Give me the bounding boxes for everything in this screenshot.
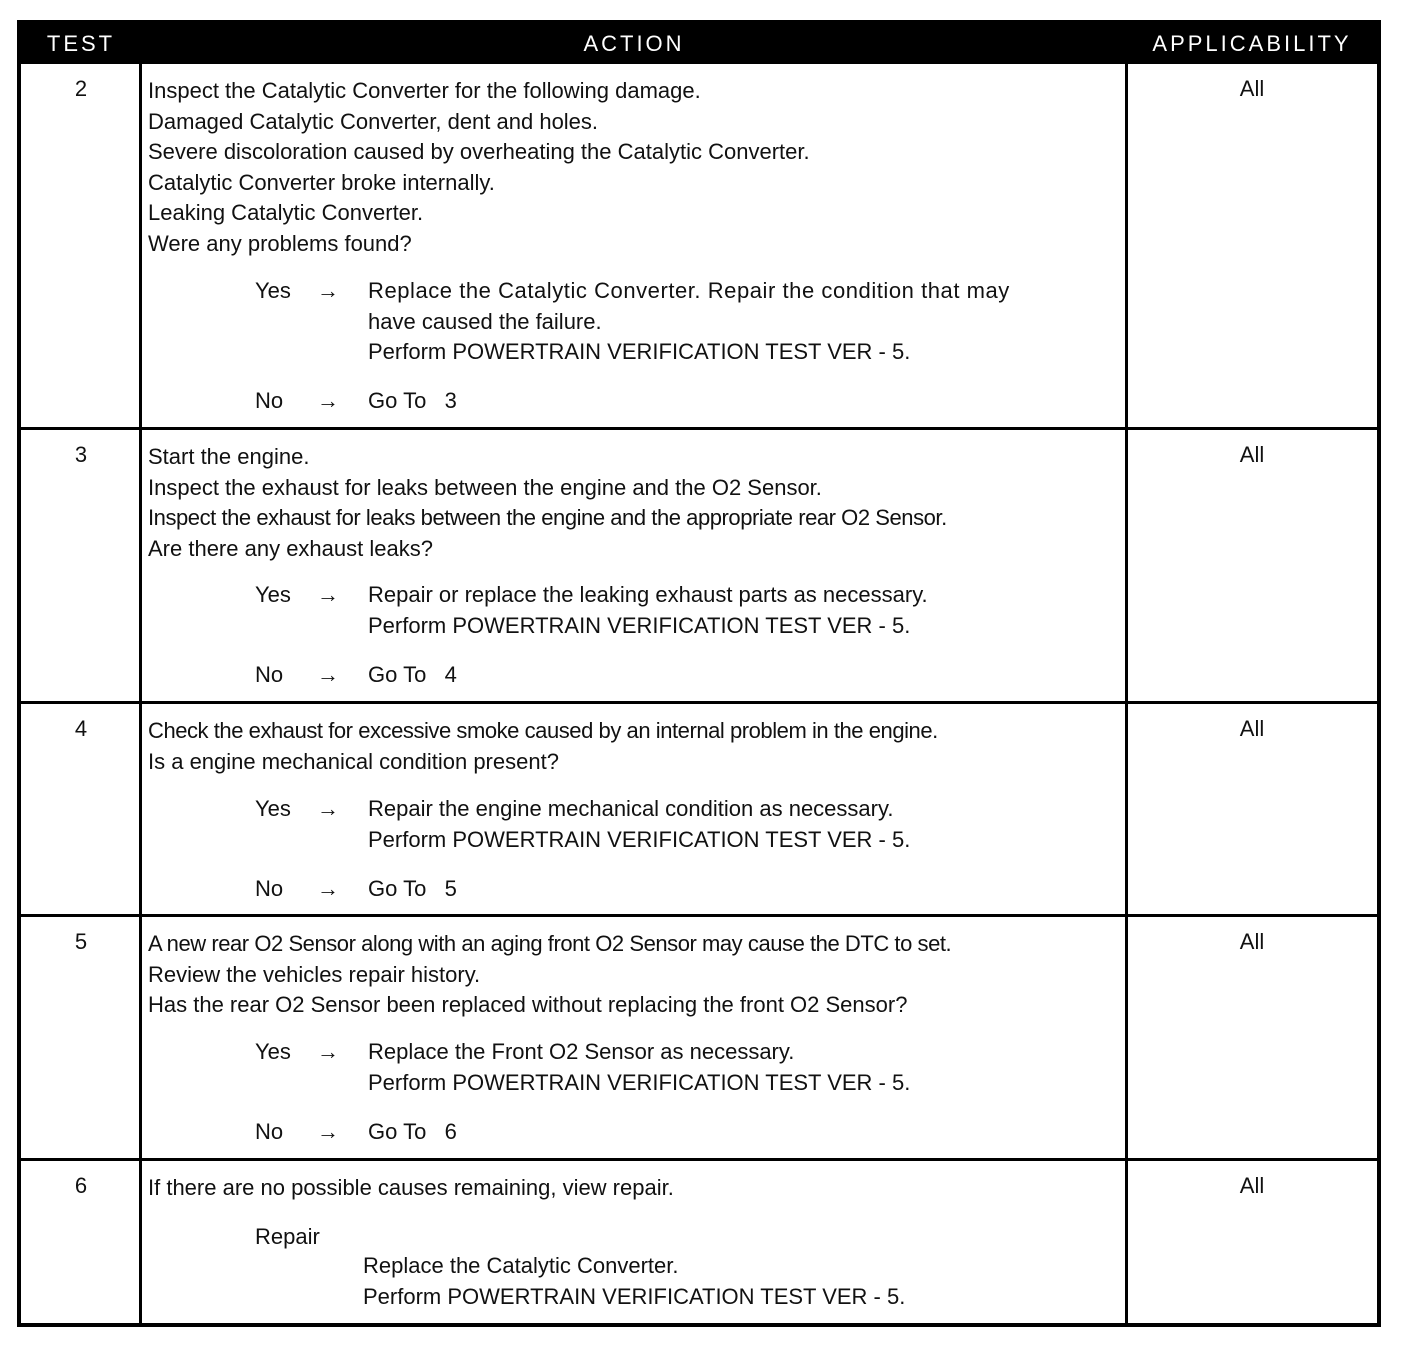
yes-action-line: Replace the Catalytic Converter. Repair the condition that may <box>368 278 1010 303</box>
yes-action-line: Replace the Front O2 Sensor as necessary. <box>368 1039 795 1064</box>
repair-label: Repair <box>255 1224 320 1249</box>
yes-label: Yes <box>255 582 291 607</box>
arrow-right-icon: → <box>317 278 339 303</box>
arrow-right-icon: → <box>317 796 339 821</box>
yes-action <box>368 794 910 855</box>
no-label: No <box>255 1119 284 1144</box>
diagnostic-test-table <box>17 20 1381 1327</box>
header-applicability: APPLICABILITY <box>1152 31 1352 56</box>
action-line: If there are no possible causes remaining, view repair. <box>148 1175 674 1200</box>
action-line: Inspect the Catalytic Converter for the following damage. <box>148 78 701 103</box>
yes-action <box>368 580 928 641</box>
action-text <box>148 1173 1123 1204</box>
action-line: A new rear O2 Sensor along with an aging front O2 Sensor may cause the DTC to set. <box>148 931 952 956</box>
table-row <box>21 430 1377 701</box>
action-text <box>148 76 1123 259</box>
yes-label: Yes <box>255 278 291 303</box>
yes-action-line: have caused the failure. <box>368 308 602 334</box>
arrow-right-icon: → <box>317 582 339 607</box>
action-line: Leaking Catalytic Converter. <box>148 200 424 225</box>
go-to-link[interactable]: Go To 4 <box>368 662 457 687</box>
table-row <box>21 64 1377 427</box>
table-header <box>21 24 1377 64</box>
no-label: No <box>255 876 284 901</box>
action-line: Inspect the exhaust for leaks between the engine and the appropriate rear O2 Sensor. <box>148 505 947 530</box>
yes-action-line: Perform POWERTRAIN VERIFICATION TEST VER - 5. <box>368 339 911 364</box>
action-line: Has the rear O2 Sensor been replaced without replacing the front O2 Sensor? <box>148 992 908 1017</box>
arrow-right-icon: → <box>317 1119 339 1144</box>
go-to-link[interactable]: Go To 3 <box>368 388 457 413</box>
test-number: 5 <box>74 929 88 954</box>
yes-action-line: Repair or replace the leaking exhaust parts as necessary. <box>368 582 928 607</box>
test-number: 6 <box>74 1173 88 1198</box>
yes-action-line: Perform POWERTRAIN VERIFICATION TEST VER - 5. <box>368 826 911 852</box>
action-line: Were any problems found? <box>148 230 412 256</box>
action-line: Catalytic Converter broke internally. <box>148 169 495 195</box>
test-number: 3 <box>74 442 88 467</box>
go-to-link[interactable]: Go To 6 <box>368 1119 457 1144</box>
table-row <box>21 1161 1377 1327</box>
table-row <box>21 917 1377 1158</box>
go-to-link[interactable]: Go To 5 <box>368 876 457 901</box>
yes-action <box>368 276 1010 368</box>
action-line: Check the exhaust for excessive smoke caused by an internal problem in the engine. <box>148 718 938 743</box>
yes-action <box>368 1037 910 1098</box>
test-number: 4 <box>74 716 88 741</box>
arrow-right-icon: → <box>317 662 339 687</box>
yes-action-line: Perform POWERTRAIN VERIFICATION TEST VER - 5. <box>368 612 911 638</box>
applicability: All <box>1239 716 1265 741</box>
header-test: TEST <box>46 31 116 56</box>
yes-action-line: Perform POWERTRAIN VERIFICATION TEST VER - 5. <box>368 1069 911 1095</box>
yes-label: Yes <box>255 796 291 821</box>
action-line: Review the vehicles repair history. <box>148 961 481 987</box>
action-text <box>148 929 1123 1021</box>
applicability: All <box>1239 442 1265 467</box>
test-number: 2 <box>74 76 88 101</box>
action-text <box>148 716 1123 777</box>
action-line: Damaged Catalytic Converter, dent and holes. <box>148 108 599 134</box>
action-line: Start the engine. <box>148 444 310 469</box>
yes-label: Yes <box>255 1039 291 1064</box>
applicability: All <box>1239 76 1265 101</box>
table-row <box>21 704 1377 914</box>
arrow-right-icon: → <box>317 388 339 413</box>
applicability: All <box>1239 929 1265 954</box>
applicability: All <box>1239 1173 1265 1198</box>
repair-action-line: Replace the Catalytic Converter. <box>363 1253 679 1278</box>
repair-action <box>363 1251 905 1312</box>
repair-action-line: Perform POWERTRAIN VERIFICATION TEST VER - 5. <box>363 1283 906 1309</box>
header-action: ACTION <box>583 31 685 56</box>
action-line: Severe discoloration caused by overheating the Catalytic Converter. <box>148 139 810 164</box>
action-line: Is a engine mechanical condition present? <box>148 748 559 774</box>
action-line: Are there any exhaust leaks? <box>148 535 433 561</box>
arrow-right-icon: → <box>317 876 339 901</box>
no-label: No <box>255 662 284 687</box>
yes-action-line: Repair the engine mechanical condition as necessary. <box>368 796 894 821</box>
action-text <box>148 442 1123 564</box>
action-line: Inspect the exhaust for leaks between the engine and the O2 Sensor. <box>148 474 822 500</box>
arrow-right-icon: → <box>317 1039 339 1064</box>
no-label: No <box>255 388 284 413</box>
